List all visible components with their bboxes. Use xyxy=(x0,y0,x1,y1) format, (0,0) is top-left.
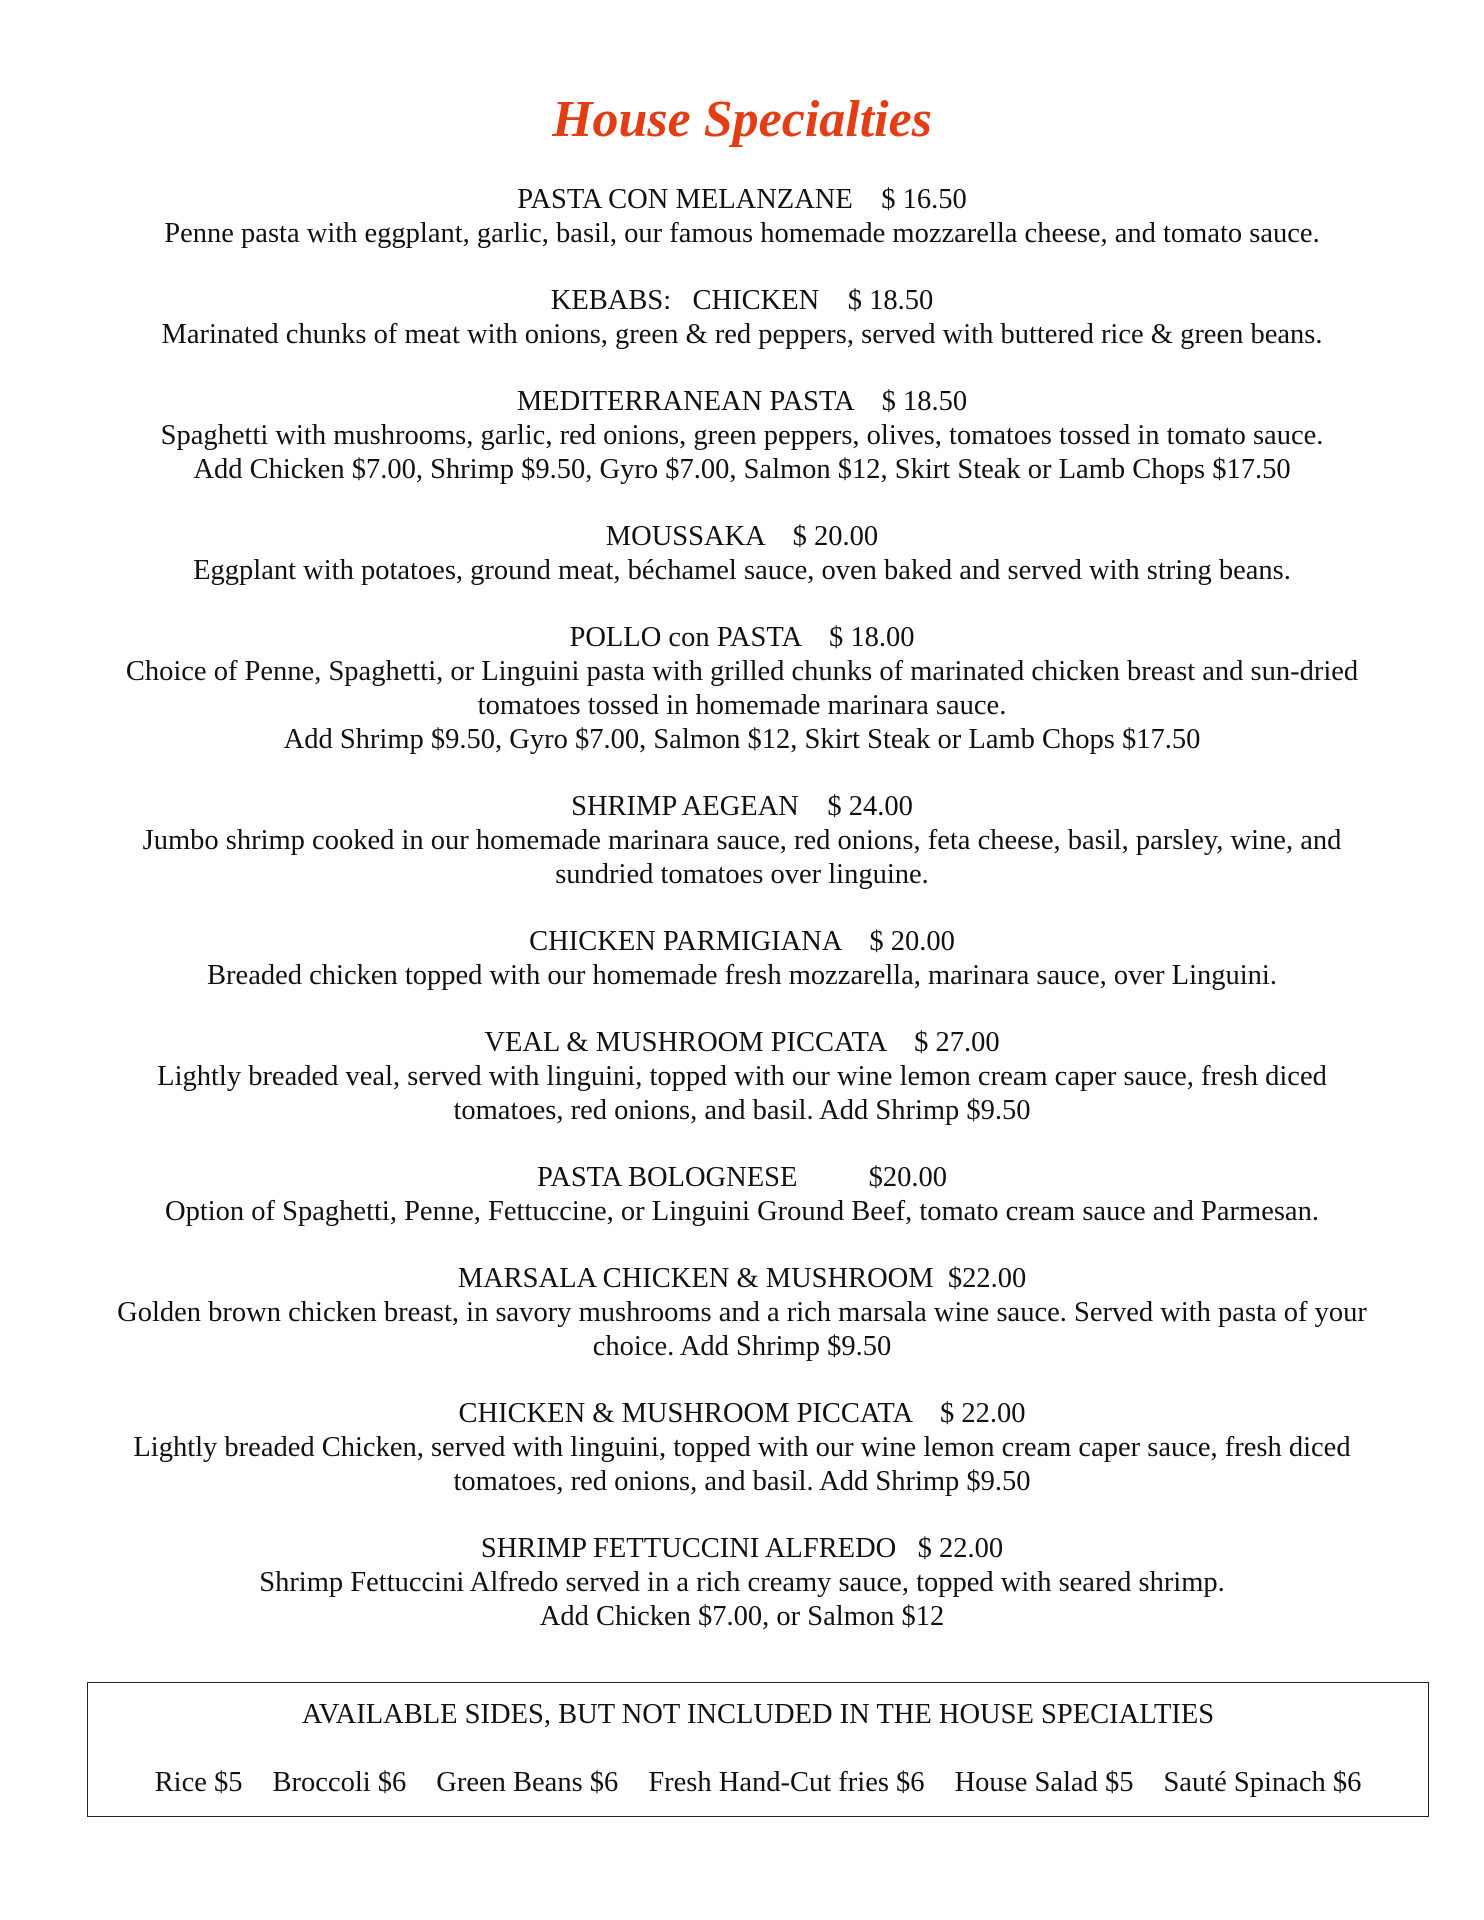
item-heading: KEBABS: CHICKEN $ 18.50 xyxy=(550,285,934,316)
side-item: Broccoli $6 xyxy=(272,1767,407,1798)
item-description: Eggplant with potatoes, ground meat, béchamel sauce, oven baked and served with string beans. xyxy=(193,555,1291,586)
menu-list xyxy=(60,183,1424,1667)
item-heading: PASTA BOLOGNESE $20.00 xyxy=(537,1162,947,1193)
sides-title: AVAILABLE SIDES, BUT NOT INCLUDED IN THE HOUSE SPECIALTIES xyxy=(301,1699,1215,1730)
menu-item-mediterranean-pasta xyxy=(60,385,1424,487)
item-description: Option of Spaghetti, Penne, Fettuccine, or Linguini Ground Beef, tomato cream sauce and Parmesan. xyxy=(165,1196,1319,1227)
side-item: Green Beans $6 xyxy=(436,1767,619,1798)
item-heading: POLLO con PASTA $ 18.00 xyxy=(569,622,915,653)
menu-item-pollo-con-pasta xyxy=(60,621,1424,757)
menu-item-shrimp-fettuccini-alfredo xyxy=(60,1532,1424,1634)
item-heading: SHRIMP AEGEAN $ 24.00 xyxy=(571,791,913,822)
item-heading: SHRIMP FETTUCCINI ALFREDO $ 22.00 xyxy=(480,1533,1004,1564)
item-description: Jumbo shrimp cooked in our homemade marinara sauce, red onions, feta cheese, basil, parsley, wine, and sundried tomatoes over linguine. xyxy=(142,825,1342,890)
side-item: Rice $5 xyxy=(154,1767,243,1798)
item-description: Lightly breaded veal, served with linguini, topped with our wine lemon cream caper sauce, fresh diced tomatoes, red onions, and basil. Add Shrimp $9.50 xyxy=(157,1061,1327,1126)
item-description: Marinated chunks of meat with onions, green & red peppers, served with buttered rice & green beans. xyxy=(161,319,1323,350)
item-description: Shrimp Fettuccini Alfredo served in a rich creamy sauce, topped with seared shrimp. xyxy=(259,1567,1225,1598)
item-heading: MEDITERRANEAN PASTA $ 18.50 xyxy=(516,386,968,417)
item-addons: Add Chicken $7.00, or Salmon $12 xyxy=(539,1601,945,1632)
item-heading: PASTA CON MELANZANE $ 16.50 xyxy=(517,184,967,215)
sides-box xyxy=(87,1682,1429,1817)
menu-item-moussaka xyxy=(60,520,1424,588)
item-description: Golden brown chicken breast, in savory mushrooms and a rich marsala wine sauce. Served with pasta of your choice. Add Shrimp $9.50 xyxy=(117,1297,1367,1362)
menu-item-chicken-parmigiana xyxy=(60,925,1424,993)
page-title: House Specialties xyxy=(552,91,932,148)
menu-item-kebabs xyxy=(60,284,1424,352)
side-item: Sauté Spinach $6 xyxy=(1163,1767,1362,1798)
side-item: House Salad $5 xyxy=(954,1767,1134,1798)
sides-list xyxy=(88,1766,1428,1800)
item-heading: CHICKEN PARMIGIANA $ 20.00 xyxy=(529,926,955,957)
item-heading: VEAL & MUSHROOM PICCATA $ 27.00 xyxy=(484,1027,1000,1058)
item-description: Spaghetti with mushrooms, garlic, red onions, green peppers, olives, tomatoes tossed in tomato sauce. xyxy=(160,420,1324,451)
item-description: Choice of Penne, Spaghetti, or Linguini pasta with grilled chunks of marinated chicken breast and sun-dried tomatoes tossed in homemade marinara sauce. xyxy=(125,656,1359,721)
menu-item-veal-mushroom-piccata xyxy=(60,1026,1424,1128)
item-description: Lightly breaded Chicken, served with linguini, topped with our wine lemon cream caper sauce, fresh diced tomatoes, red onions, and basil. Add Shrimp $9.50 xyxy=(133,1432,1351,1497)
menu-item-marsala-chicken-mushroom xyxy=(60,1262,1424,1364)
menu-item-pasta-bolognese xyxy=(60,1161,1424,1229)
item-addons: Add Chicken $7.00, Shrimp $9.50, Gyro $7.00, Salmon $12, Skirt Steak or Lamb Chops $17.50 xyxy=(193,454,1291,485)
item-heading: CHICKEN & MUSHROOM PICCATA $ 22.00 xyxy=(458,1398,1026,1429)
item-addons: Add Shrimp $9.50, Gyro $7.00, Salmon $12, Skirt Steak or Lamb Chops $17.50 xyxy=(283,724,1201,755)
item-description: Penne pasta with eggplant, garlic, basil, our famous homemade mozzarella cheese, and tomato sauce. xyxy=(164,218,1320,249)
item-heading: MOUSSAKA $ 20.00 xyxy=(605,521,879,552)
side-item: Fresh Hand-Cut fries $6 xyxy=(648,1767,925,1798)
menu-item-shrimp-aegean xyxy=(60,790,1424,892)
menu-item-chicken-mushroom-piccata xyxy=(60,1397,1424,1499)
item-description: Breaded chicken topped with our homemade fresh mozzarella, marinara sauce, over Linguini. xyxy=(207,960,1277,991)
menu-item-pasta-con-melanzane xyxy=(60,183,1424,251)
item-heading: MARSALA CHICKEN & MUSHROOM $22.00 xyxy=(457,1263,1027,1294)
